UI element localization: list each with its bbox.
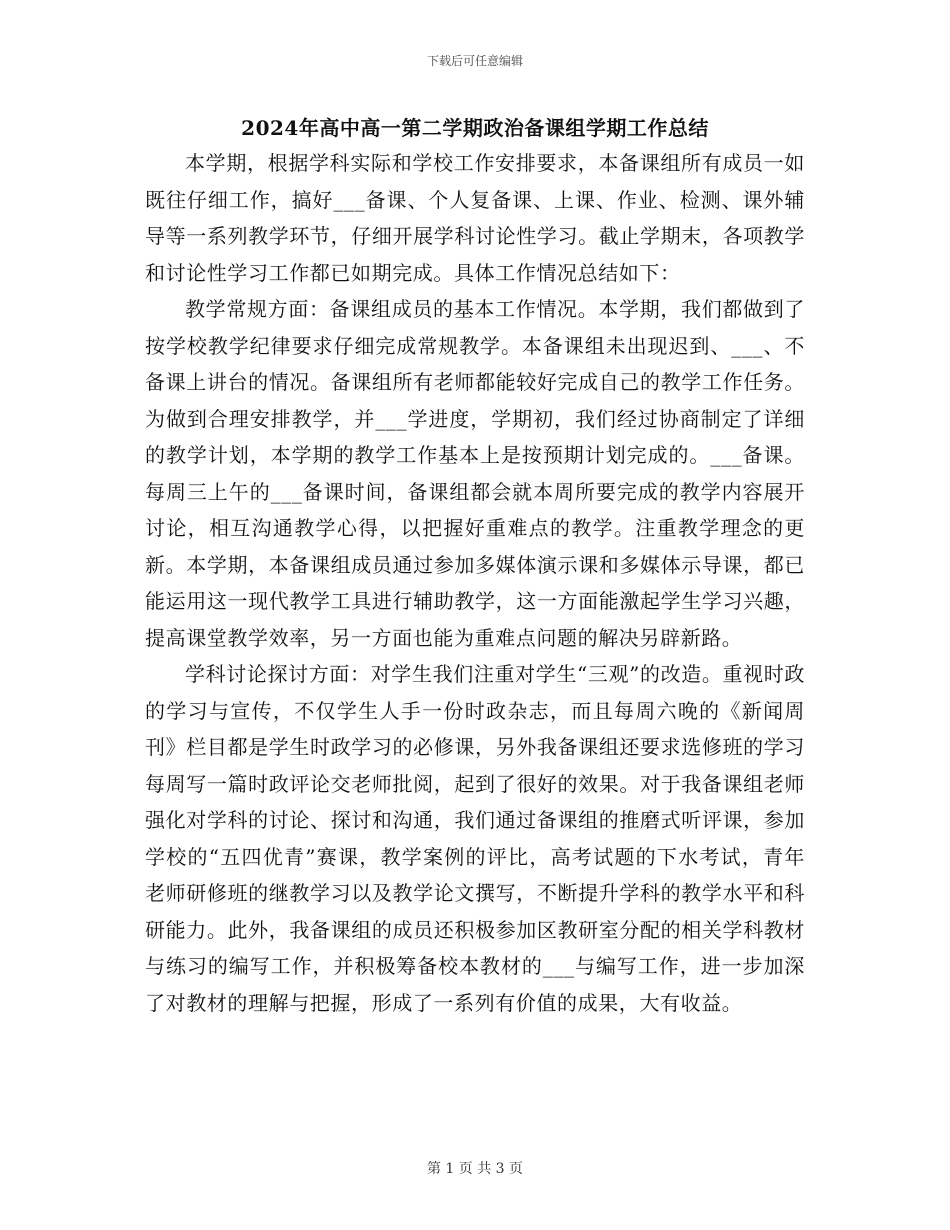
paragraph-teaching-routine: 教学常规方面：备课组成员的基本工作情况。本学期，我们都做到了按学校教学纪律要求仔细完成常规教学。本备课组未出现迟到、___、不备课上讲台的情况。备课组所有老师都能较好完成自己的教学工作任务。为做到合理安排教学，并___学进度，学期初，我们经过协商制定了详细的教学计划，本学期的教学工作基本上是按预期计划完成的。___备课。每周三上午的___备课时间，备课组都会就本周所要完成的教学内容展开讨论，相互沟通教学心得，以把握好重难点的教学。注重教学理念的更新。本学期，本备课组成员通过参加多媒体演示课和多媒体示导课，都已能运用这一现代教学工具进行辅助教学，这一方面能激起学生学习兴趣，提高课堂教学效率，另一方面也能为重难点问题的解决另辟新路。 [145, 297, 805, 650]
paragraph-intro: 本学期，根据学科实际和学校工作安排要求，本备课组所有成员一如既往仔细工作，搞好___备课、个人复备课、上课、作业、检测、课外辅导等一系列教学环节，仔细开展学科讨论性学习。截止学期末，各项教学和讨论性学习工作都已如期完成。具体工作情况总结如下： [145, 151, 805, 285]
document-body [145, 145, 805, 1021]
page-header-note: 下载后可任意编辑 [426, 54, 523, 68]
page-number: 第 1 页 共 3 页 [426, 1161, 524, 1177]
paragraph-subject-research: 学科讨论探讨方面：对学生我们注重对学生“三观”的改造。重视时政的学习与宣传，不仅学生人手一份时政杂志，而且每周六晚的《新闻周刊》栏目都是学生时政学习的必修课，另外我备课组还要求选修班的学习每周写一篇时政评论交老师批阅，起到了很好的效果。对于我备课组老师强化对学科的讨论、探讨和沟通，我们通过备课组的推磨式听评课，参加学校的“五四优青”赛课，教学案例的评比，高考试题的下水考试，青年老师研修班的继教学习以及教学论文撰写，不断提升学科的教学水平和科研能力。此外，我备课组的成员还积极参加区教研室分配的相关学科教材与练习的编写工作，并积极筹备校本教材的___与编写工作，进一步加深了对教材的理解与把握，形成了一系列有价值的成果，大有收益。 [145, 662, 805, 1015]
document-title: 2024年高中高一第二学期政治备课组学期工作总结 [241, 116, 709, 140]
